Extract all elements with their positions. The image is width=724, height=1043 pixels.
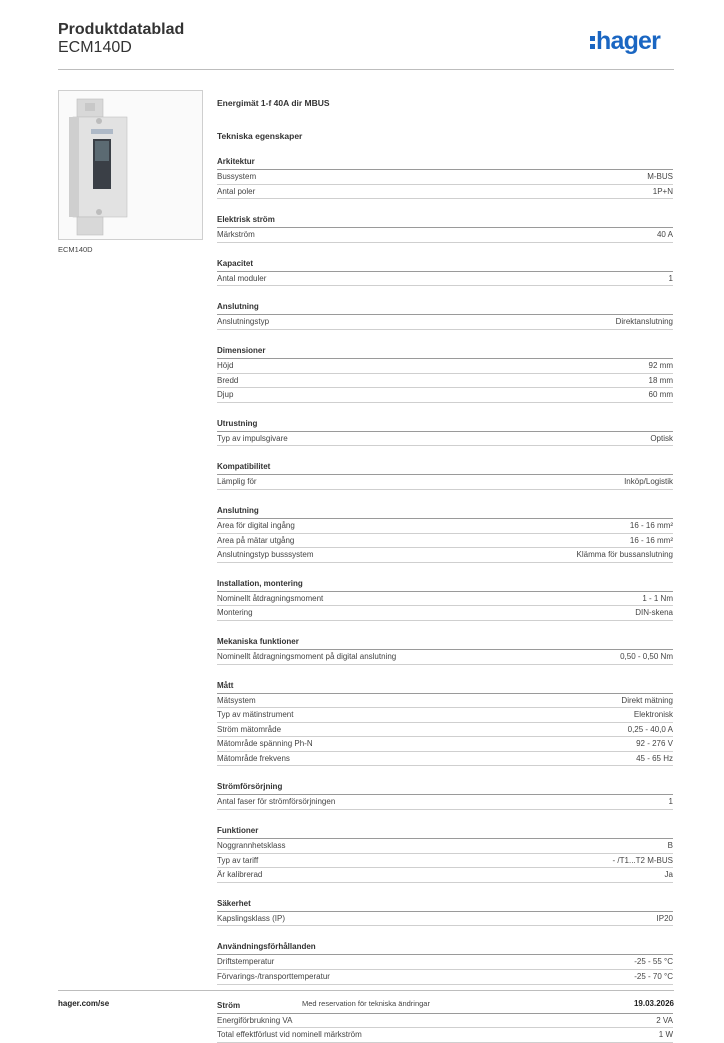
group-title: Säkerhet (217, 899, 673, 912)
spec-value: Direkt mätning (621, 695, 673, 705)
spec-row (217, 723, 673, 738)
spec-label: Typ av tariff (217, 855, 259, 865)
spec-row (217, 359, 673, 374)
spec-value: Inköp/Logistik (624, 477, 673, 487)
spec-group (217, 506, 673, 563)
document-subtitle: ECM140D (58, 39, 132, 56)
spec-label: Nominellt åtdragningsmoment (217, 593, 324, 603)
spec-value: 1 (668, 273, 673, 283)
spec-row (217, 606, 673, 621)
spec-value: Ja (664, 870, 673, 880)
spec-label: Höjd (217, 360, 234, 370)
spec-value: -25 - 70 °C (634, 972, 673, 982)
group-title: Dimensioner (217, 346, 673, 359)
group-title: Mekaniska funktioner (217, 637, 673, 650)
spec-label: Typ av impulsgivare (217, 433, 288, 443)
spec-value: 1 - 1 Nm (642, 593, 673, 603)
spec-group (217, 462, 673, 490)
spec-value: Direktanslutning (615, 317, 673, 327)
spec-value: 16 - 16 mm² (629, 535, 673, 545)
spec-group (217, 681, 673, 767)
logo-text: hager (596, 27, 661, 55)
spec-label: Driftstemperatur (217, 957, 275, 967)
spec-label: Förvarings-/transporttemperatur (217, 972, 330, 982)
specifications-panel (217, 98, 673, 1043)
spec-value: B (667, 841, 673, 851)
spec-row (217, 432, 673, 447)
spec-label: Lämplig för (217, 477, 257, 487)
group-title: Kompatibilitet (217, 462, 673, 475)
spec-group (217, 942, 673, 984)
spec-row (217, 1014, 673, 1029)
spec-value: 92 mm (648, 360, 673, 370)
spec-value: 60 mm (648, 390, 673, 400)
spec-row (217, 1028, 673, 1043)
spec-group (217, 259, 673, 287)
spec-label: Energiförbrukning VA (217, 1015, 293, 1025)
spec-group (217, 899, 673, 927)
spec-label: Märkström (217, 230, 255, 240)
spec-value: 92 - 276 V (636, 739, 673, 749)
spec-value: M-BUS (647, 172, 673, 181)
spec-value: Elektronisk (633, 710, 673, 720)
spec-group (217, 215, 673, 243)
group-title: Anslutning (217, 506, 673, 519)
spec-row (217, 374, 673, 389)
footer-disclaimer: Med reservation för tekniska ändringar (302, 999, 430, 1008)
spec-group (217, 157, 673, 199)
energy-meter-image (69, 99, 127, 235)
spec-value: Klämma för bussanslutning (576, 550, 673, 560)
image-caption: ECM140D (58, 245, 93, 254)
spec-row (217, 534, 673, 549)
spec-label: Kapslingsklass (IP) (217, 913, 286, 923)
spec-value: 45 - 65 Hz (636, 753, 673, 763)
spec-row (217, 955, 673, 970)
spec-row (217, 475, 673, 490)
spec-group (217, 346, 673, 403)
spec-label: Mätområde spänning Ph-N (217, 739, 313, 749)
spec-value: 2 VA (656, 1015, 673, 1025)
spec-row (217, 912, 673, 927)
spec-row (217, 170, 673, 185)
spec-row (217, 708, 673, 723)
spec-label: Anslutningstyp busssystem (217, 550, 314, 560)
group-title: Ström (217, 1001, 673, 1014)
spec-group (217, 826, 673, 883)
spec-value: 0,25 - 40,0 A (627, 724, 673, 734)
spec-label: Bredd (217, 375, 239, 385)
spec-group (217, 782, 673, 810)
spec-row (217, 854, 673, 869)
page-header (58, 20, 674, 70)
spec-label: Bussystem (217, 172, 257, 181)
spec-value: -25 - 55 °C (634, 957, 673, 967)
spec-row (217, 650, 673, 665)
spec-row (217, 970, 673, 985)
spec-label: Ström mätområde (217, 724, 282, 734)
spec-row (217, 228, 673, 243)
spec-group (217, 579, 673, 621)
spec-row (217, 737, 673, 752)
spec-group (217, 637, 673, 665)
spec-label: Area på mätar utgång (217, 535, 295, 545)
spec-label: Är kalibrerad (217, 870, 263, 880)
group-title: Elektrisk ström (217, 215, 673, 228)
group-title: Installation, montering (217, 579, 673, 592)
spec-label: Montering (217, 608, 253, 618)
spec-row (217, 548, 673, 563)
spec-label: Mätsystem (217, 695, 256, 705)
page-footer (58, 990, 674, 1012)
spec-label: Nominellt åtdragningsmoment på digital anslutning (217, 651, 397, 661)
spec-label: Antal poler (217, 186, 256, 196)
spec-row (217, 185, 673, 200)
group-title: Användningsförhållanden (217, 942, 673, 955)
spec-label: Mätområde frekvens (217, 753, 290, 763)
spec-row (217, 315, 673, 330)
spec-label: Antal faser för strömförsörjningen (217, 797, 336, 807)
group-title: Mått (217, 681, 673, 694)
spec-groups (217, 157, 673, 1043)
spec-row (217, 839, 673, 854)
document-title: Produktdatablad (58, 21, 185, 38)
spec-row (217, 592, 673, 607)
spec-row (217, 752, 673, 767)
group-title: Arkitektur (217, 157, 673, 170)
spec-value: DIN-skena (635, 608, 673, 618)
footer-website: hager.com/se (58, 999, 110, 1008)
spec-value: 18 mm (648, 375, 673, 385)
spec-row (217, 388, 673, 403)
spec-value: 1 (668, 797, 673, 807)
spec-label: Typ av mätinstrument (217, 710, 294, 720)
spec-group (217, 419, 673, 447)
spec-value: 1P+N (652, 186, 673, 196)
section-title: Tekniska egenskaper (217, 131, 303, 141)
group-title: Funktioner (217, 826, 673, 839)
group-title: Strömförsörjning (217, 782, 673, 795)
spec-value: Optisk (650, 433, 673, 443)
spec-value: 40 A (656, 230, 673, 240)
group-title: Anslutning (217, 302, 673, 315)
product-image-frame (58, 90, 203, 240)
spec-label: Anslutningstyp (217, 317, 270, 327)
footer-date: 19.03.2026 (633, 999, 674, 1008)
spec-value: 1 W (658, 1030, 673, 1040)
spec-value: IP20 (656, 913, 673, 923)
group-title: Utrustning (217, 419, 673, 432)
spec-value: 0,50 - 0,50 Nm (620, 651, 673, 661)
spec-row (217, 868, 673, 883)
spec-row (217, 795, 673, 810)
group-title: Kapacitet (217, 259, 673, 272)
spec-label: Antal moduler (217, 273, 267, 283)
spec-label: Djup (217, 390, 234, 400)
hager-logo (590, 28, 674, 54)
spec-label: Area för digital ingång (217, 520, 295, 530)
spec-value: 16 - 16 mm² (629, 520, 673, 530)
product-name: Energimät 1-f 40A dir MBUS (217, 98, 330, 108)
spec-row (217, 519, 673, 534)
spec-group (217, 302, 673, 330)
spec-row (217, 694, 673, 709)
spec-value: - /T1...T2 M-BUS (612, 855, 673, 865)
spec-label: Noggrannhetsklass (217, 841, 286, 851)
spec-row (217, 272, 673, 287)
spec-label: Total effektförlust vid nominell märkström (217, 1030, 362, 1040)
